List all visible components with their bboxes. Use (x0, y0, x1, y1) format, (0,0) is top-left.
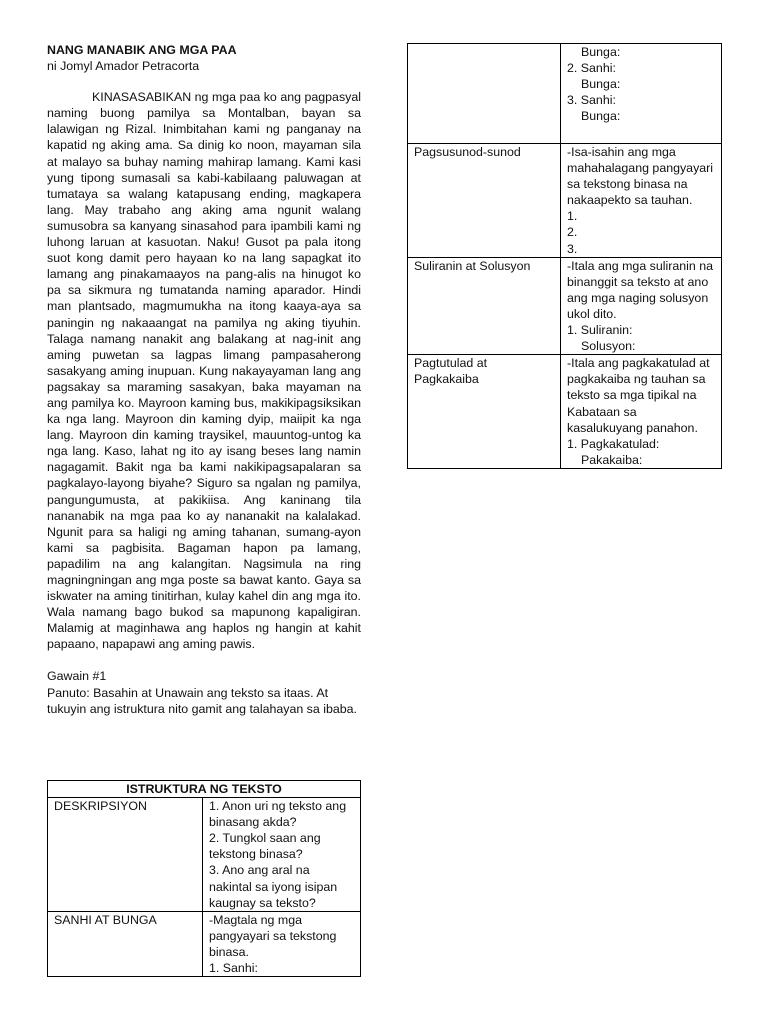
row-line: 2. Sanhi: (567, 61, 616, 76)
structure-table-continued (407, 43, 722, 469)
row-content (203, 798, 361, 912)
row-content (561, 355, 722, 469)
table-row (48, 911, 361, 976)
activity-section (47, 668, 361, 716)
table-row (408, 144, 722, 258)
row-line: 1. Suliranin: (567, 323, 633, 338)
row-line: 3. (567, 241, 578, 256)
article (47, 42, 361, 717)
row-line: -Magtala ng mga pangyayari sa tekstong binasa. (209, 912, 337, 959)
row-line: 2. Tungkol saan ang tekstong binasa? (209, 831, 321, 862)
article-body: KINASASABIKAN ng mga paa ko ang pagpasyal naming buong pamilya sa Montalban, bayan sa lalawigan ng Rizal. Inimbitahan kami ng panganay na kapatid ng aking ama. Sa dinig ko noon, mayaman sila at malayo sa buhay naming mahirap lamang. Kami kasi yung tipong sumasali sa kabi-kabilaang paluwagan at tumataya sa walang katapusang ending, magkapera lang. May trabaho ang aking ama ngunit walang sumusobra sa kanyang sinasahod para ipambili kami ng luhong laruan at kasuotan. Naku! Gusot pa pala itong suot kong damit pero hayaan ko na lang sapagkat ito lamang ang pinakamaayos na pang-alis na hinugot ko pa sa sikmura ng tumatanda naming aparador. Hindi man plantsado, magmumukha na itong kaaya-aya sa paningin ng nakaaangat na pamilya ng aking tiyuhin. Talaga namang nanakit ang balakang at nag-init ang aming puwetan sa lagpas limang pampasaherong sasakyang aming inupuan. Kung nakayayaman lang ang pagsakay sa maraming sasakyan, baka mayaman na ang pamilya ko. Mayroon kaming bus, makikipagsiksikan ka nga lang. Mayroon din kaming dyip, maiipit ka nga lang. Mayroon din kaming traysikel, mauuntog-untog ka nga lang. Kaso, lahat ng ito ay isang beses lang namin nagagamit. Bakit nga ba kami nakikipagsapalaran sa pagkalayo-layong biyahe? Siguro sa ngalan ng pamilya, pangungumusta, at pakikiisa. Ang kaninang tila nananabik na mga paa ko ay nananakit na kalalakad. Ngunit para sa haligi ng aming tahanan, sumang-ayon kami sa pagbisita. Bagaman hapon pa lamang, papadilim na ang kalangitan. Nagsimula na ring magningningan ang mga poste sa bawat kanto. Gaya sa iskwater na aming tinitirhan, kulay kahel din ang mga ito. Wala namang bago bukod sa mapunong kapaligiran. Malamig at maginhawa ang haplos ng hangin at kahit papaano, napapawi ang aming pawis. (47, 90, 361, 652)
row-label: SANHI AT BUNGA (48, 911, 203, 976)
table-row (48, 798, 361, 912)
row-line: 1. Anon uri ng teksto ang binasang akda? (209, 799, 347, 830)
row-content (561, 144, 722, 258)
activity-instructions: Panuto: Basahin at Unawain ang teksto sa itaas. At tukuyin ang istruktura nito gamit ang talahayan sa ibaba. (47, 685, 357, 716)
row-line: -Isa-isahin ang mga mahahalagang pangyayari sa tekstong binasa na nakaapekto sa tauhan. (567, 145, 714, 208)
table-row (408, 257, 722, 355)
row-label: Pagsusunod-sunod (408, 144, 561, 258)
article-title: NANG MANABIK ANG MGA PAA (47, 43, 237, 57)
row-line: Bunga: (581, 77, 621, 92)
row-content (203, 911, 361, 976)
article-author: ni Jomyl Amador Petracorta (47, 59, 200, 74)
row-line: -Itala ang pagkakatulad at pagkakaiba ng tauhan sa teksto sa mga tipikal na Kabataan sa kasalukuyang panahon. (567, 356, 710, 435)
row-line: 1. Pagkakatulad: (567, 436, 660, 451)
row-line: Solusyon: (581, 339, 636, 354)
row-label: DESKRIPSIYON (48, 798, 203, 912)
table-row (408, 355, 722, 469)
row-label: Pagtutulad at Pagkakaiba (408, 355, 561, 469)
row-line: Bunga: (581, 109, 621, 124)
table-row (408, 44, 722, 144)
row-label: Suliranin at Solusyon (408, 257, 561, 355)
row-line: 2. (567, 225, 578, 240)
row-line: 1. (567, 209, 578, 224)
activity-heading: Gawain #1 (47, 669, 107, 684)
row-line: Bunga: (581, 45, 621, 59)
row-content (561, 44, 722, 144)
row-line: Pakakaiba: (581, 452, 643, 467)
row-line: -Itala ang mga suliranin na binanggit sa teksto at ano ang mga naging solusyon ukol dito. (567, 258, 714, 321)
structure-table (47, 780, 361, 977)
row-line: 3. Ano ang aral na nakintal sa iyong isipan kaugnay sa teksto? (209, 863, 338, 910)
row-label (408, 44, 561, 144)
row-line: 3. Sanhi: (567, 93, 616, 108)
row-content (561, 257, 722, 355)
table-header-row (48, 781, 361, 798)
table-header: ISTRUKTURA NG TEKSTO (48, 781, 361, 798)
row-line: 1. Sanhi: (209, 961, 258, 976)
